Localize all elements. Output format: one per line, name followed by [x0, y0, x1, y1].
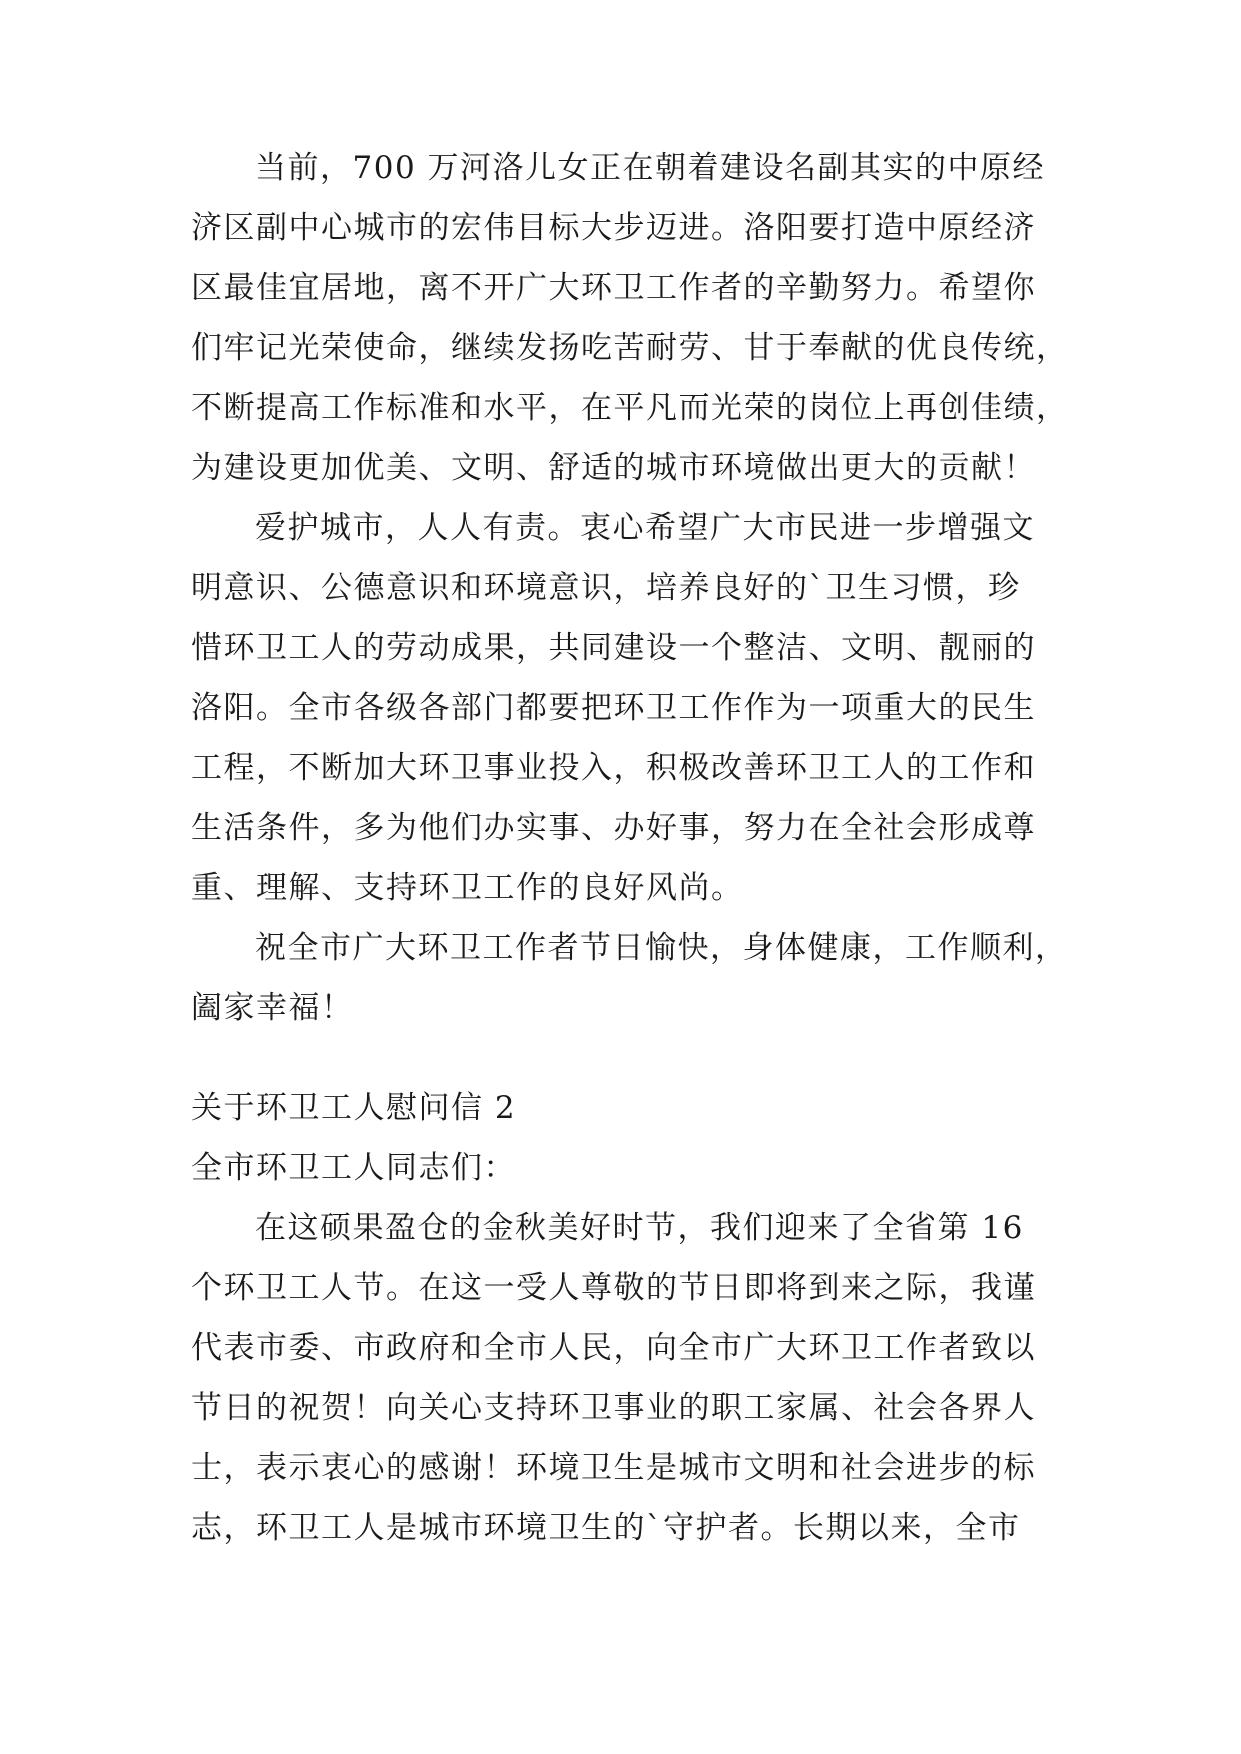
text-line: 明意识、公德意识和环境意识，培养良好的`卫生习惯，珍	[191, 570, 1021, 606]
text-line: 洛阳。全市各级各部门都要把环卫工作作为一项重大的民生	[191, 690, 1036, 726]
text-line: 祝全市广大环卫工作者节日愉快，身体健康，工作顺利，	[255, 930, 1068, 966]
text-line: 济区副中心城市的宏伟目标大步迈进。洛阳要打造中原经济	[191, 210, 1036, 246]
text-line: 士，表示衷心的感谢！环境卫生是城市文明和社会进步的标	[191, 1450, 1036, 1486]
text-line: 重、理解、支持环卫工作的良好风尚。	[191, 870, 744, 906]
text-line: 爱护城市，人人有责。衷心希望广大市民进一步增强文	[255, 510, 1035, 546]
text-line: 工程，不断加大环卫事业投入，积极改善环卫工人的工作和	[191, 750, 1036, 786]
text-line: 们牢记光荣使命，继续发扬吃苦耐劳、甘于奉献的优良传统，	[191, 330, 1069, 366]
text-line: 惜环卫工人的劳动成果，共同建设一个整洁、文明、靓丽的	[191, 630, 1036, 666]
letter-salutation: 全市环卫工人同志们：	[191, 1150, 516, 1186]
text-line: 区最佳宜居地，离不开广大环卫工作者的辛勤努力。希望你	[191, 270, 1036, 306]
text-line: 代表市委、市政府和全市人民，向全市广大环卫工作者致以	[191, 1330, 1036, 1366]
text-line: 阖家幸福！	[191, 990, 354, 1026]
text-line: 为建设更加优美、文明、舒适的城市环境做出更大的贡献！	[191, 450, 1036, 486]
text-line: 生活条件，多为他们办实事、办好事，努力在全社会形成尊	[191, 810, 1036, 846]
text-line: 当前，700 万河洛儿女正在朝着建设名副其实的中原经	[255, 150, 1046, 186]
letter-title: 关于环卫工人慰问信 2	[191, 1090, 517, 1126]
text-line: 节日的祝贺！向关心支持环卫事业的职工家属、社会各界人	[191, 1390, 1036, 1426]
text-line: 不断提高工作标准和水平，在平凡而光荣的岗位上再创佳绩，	[191, 390, 1069, 426]
text-line: 在这硕果盈仓的金秋美好时节，我们迎来了全省第 16	[255, 1210, 1024, 1246]
text-line: 志，环卫工人是城市环境卫生的`守护者。长期以来，全市	[191, 1510, 1021, 1546]
text-line: 个环卫工人节。在这一受人尊敬的节日即将到来之际，我谨	[191, 1270, 1036, 1306]
